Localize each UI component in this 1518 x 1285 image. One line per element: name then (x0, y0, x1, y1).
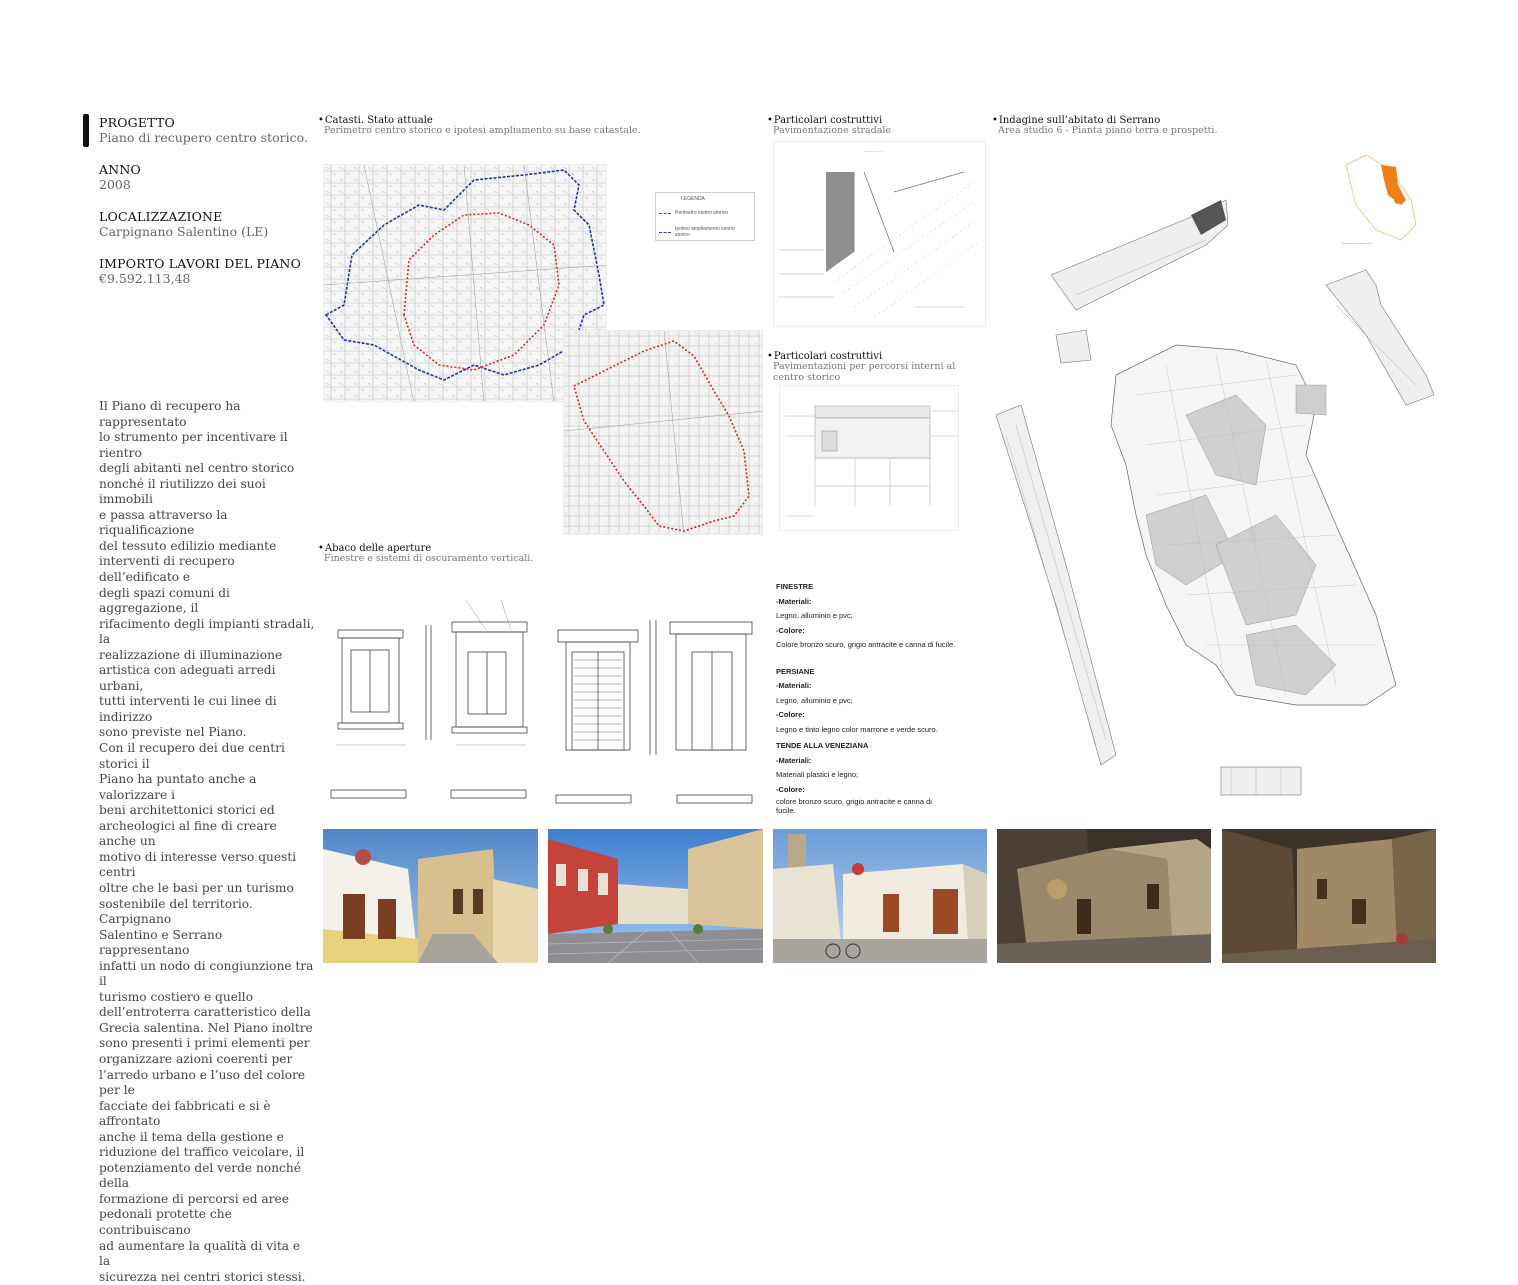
catasti-map-secondary (563, 330, 763, 535)
detail-drawing-pavement-svg (774, 142, 986, 327)
importo-value: €9.592.113,48 (99, 271, 191, 286)
rendering-photo-2 (548, 829, 763, 963)
rendering-photo-5 (1222, 829, 1436, 963)
caption-abaco-title: • Abaco delle aperture (318, 543, 533, 554)
key-map (1341, 155, 1416, 247)
specs-colore-2: -Colore: (776, 710, 805, 719)
caption-particolari-1 (767, 115, 891, 137)
caption-particolari-1-title: • Particolari costruttivi (767, 115, 891, 126)
caption-abaco (318, 543, 533, 565)
specs-materiali-2-value: Legno, alluminio e pvc; (776, 695, 853, 705)
specs-materiali-3-value: Materiali plastici e legno; (776, 770, 859, 779)
caption-indagine-title: • Indagine sull’abitato di Serrano (992, 115, 1218, 126)
specs-colore-3-value: colore bronzo scuro, grigio antracite e canna di fucile. (776, 797, 932, 815)
caption-catasti-sub: Perimetro centro storico e ipotesi ampliamento su base catastale. (324, 125, 641, 136)
legend-blue-swatch (659, 232, 671, 233)
specs-block (776, 580, 976, 815)
abaco-window-drawing (326, 590, 536, 815)
legend-item-blue (659, 226, 751, 238)
legend-title: LEGENDA (681, 196, 705, 202)
specs-colore-1: -Colore: (776, 625, 805, 635)
specs-materiali-3: -Materiali: (776, 755, 812, 765)
specs-colore-2-value: Legno e tinto legno color marrone e verde scuro. (776, 724, 938, 734)
legend-item-red-label: Perimetro centro storico (675, 210, 729, 216)
map-legend (655, 192, 755, 241)
specs-tende: TENDE ALLA VENEZIANA (776, 741, 869, 750)
caption-particolari-2 (767, 351, 982, 383)
detail-drawing-internal-paths-svg (780, 386, 959, 531)
specs-persiane: PERSIANE (776, 666, 815, 676)
specs-materiali-2: -Materiali: (776, 681, 812, 690)
accent-bar (83, 114, 89, 147)
legend-item-red (659, 210, 751, 216)
progetto-value: Piano di recupero centro storico. (99, 130, 308, 145)
caption-indagine (992, 115, 1218, 137)
caption-indagine-sub: Area studio 6 - Pianta piano terra e prospetti. (998, 125, 1218, 136)
detail-drawing-internal-paths (779, 385, 959, 531)
abaco-shutter-svg (552, 590, 762, 815)
progetto-label: PROGETTO (99, 115, 175, 130)
anno-value: 2008 (99, 177, 131, 192)
abaco-window-svg (326, 590, 536, 815)
svg-text:— — — — —: — — — — — (1341, 241, 1372, 247)
caption-abaco-sub: Finestre e sistemi di oscuramento verticali. (324, 553, 534, 564)
caption-particolari-1-sub: Pavimentazione stradale (773, 125, 892, 136)
caption-particolari-2-sub: Pavimentazioni per percorsi interni al centro storico (773, 361, 956, 383)
localizzazione-label: LOCALIZZAZIONE (99, 209, 223, 224)
legend-red-swatch (659, 213, 671, 214)
abaco-shutter-drawing (552, 590, 762, 815)
detail-drawing-pavement (773, 141, 986, 327)
svg-text:— — — —: — — — — (864, 148, 884, 153)
specs-colore-1-value: Colore bronzo scuro, grigio antracite e canna di fucile. (776, 640, 956, 649)
project-description: Il Piano di recupero ha rappresentato lo strumento per incentivare il rientro degli abitanti nel centro storico nonché il riutilizzo dei suoi immobili e passa attraverso la riqualificazione del tessuto edilizio mediante interventi di recupero dell’edificato e degli spazi comuni di aggregazione, il rifacimento degli impianti stradali, la realizzazione di illuminazione artistica con adeguati arredi urbani, tutti interventi le cui linee di indirizzo sono previste nel Piano. Con il recupero dei due centri storici il Piano ha puntato anche a valorizzare i beni architettonici storici ed archeologici al fine di creare anche un motivo di interesse verso questi centri oltre che le basi per un turismo sostenibile del territorio. Carpignano Salentino e Serrano rappresentano infatti un nodo di congiunzione tra il turismo costiero e quello dell’entroterra caratteristico della Grecia salentina. Nel Piano inoltre sono presenti i primi elementi per organizzare azioni coerenti per l’arredo urbano e l’uso del colore per le facciate dei fabbricati e si è affrontato anche il tema della gestione e riduzione del traffico veicolare, il potenziamento del verde nonché della formazione di percorsi ed aree pedonali protette che contribuiscano ad aumentare la qualità di vita e la sicurezza nei centri storici stessi. (99, 399, 315, 1284)
legend-item-blue-label: Ipotesi ampliamento centro storico (674, 226, 736, 238)
rendering-photo-4 (997, 829, 1211, 963)
anno-label: ANNO (99, 162, 141, 177)
importo-label: IMPORTO LAVORI DEL PIANO (99, 256, 302, 271)
serrano-plan (996, 145, 1436, 805)
rendering-photo-1 (323, 829, 538, 963)
rendering-photo-3 (773, 829, 987, 963)
specs-colore-3: -Colore: (776, 784, 805, 794)
caption-particolari-2-title: • Particolari costruttivi (767, 351, 982, 362)
specs-materiali-1: -Materiali: (776, 596, 812, 606)
catasti-map-secondary-drawing (564, 331, 763, 535)
localizzazione-value: Carpignano Salentino (LE) (99, 224, 269, 239)
caption-catasti (318, 115, 641, 137)
specs-finestre: FINESTRE (776, 582, 814, 591)
caption-catasti-title: • Catasti. Stato attuale (318, 115, 641, 126)
specs-materiali-1-value: Legno, alluminio e pvc; (776, 611, 853, 620)
serrano-plan-svg (996, 145, 1436, 805)
